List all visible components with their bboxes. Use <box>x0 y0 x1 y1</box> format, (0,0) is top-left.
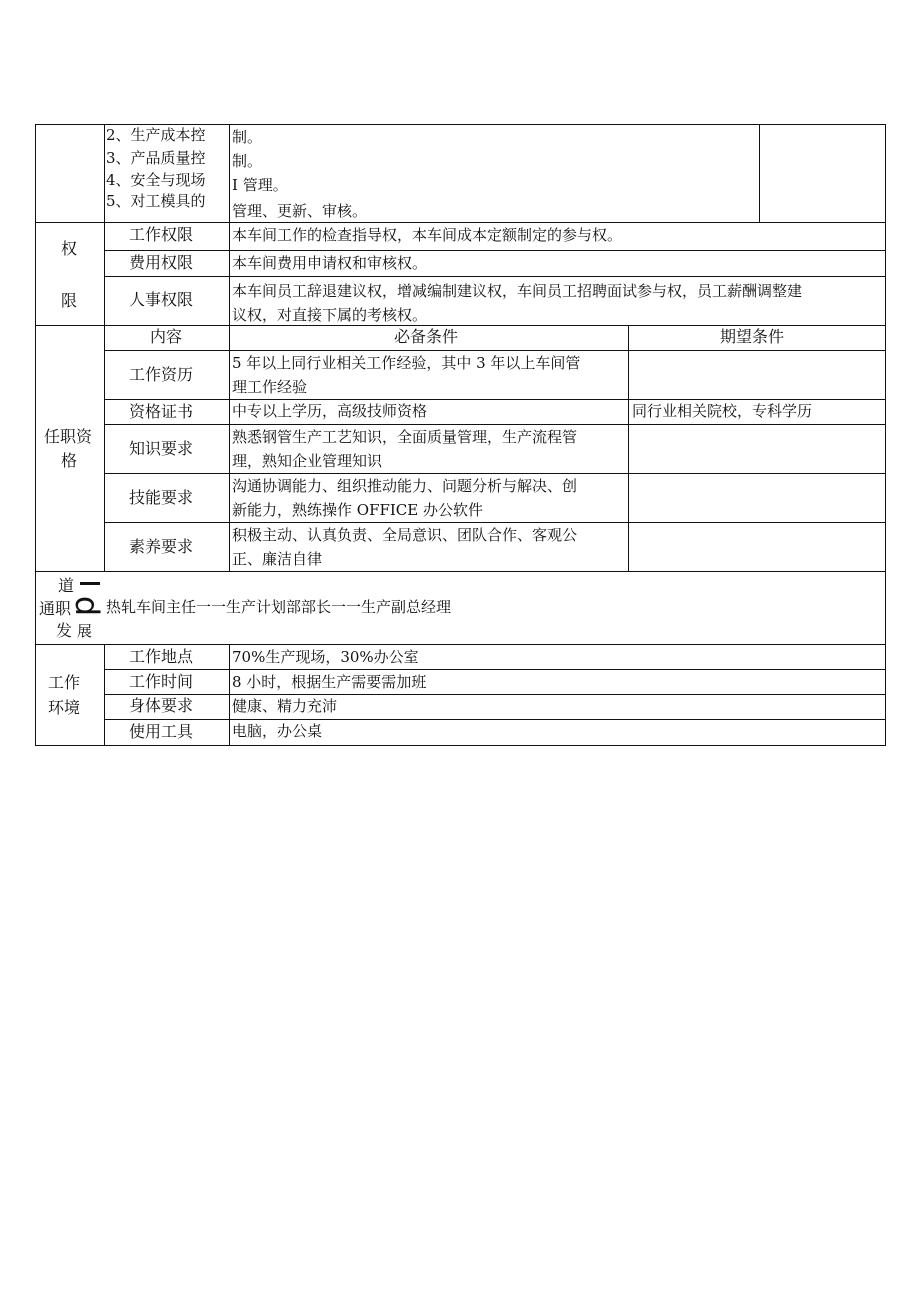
table-line <box>229 325 230 571</box>
table-line <box>35 571 886 572</box>
table-line <box>628 325 629 571</box>
qualification-row-name: 工作资历 <box>129 365 194 384</box>
table-line <box>104 719 886 720</box>
table-line <box>104 350 886 351</box>
qualifications-label: 任职资 <box>44 427 93 446</box>
career-glyph-bar <box>80 582 100 585</box>
environment-row-text: 电脑，办公桌 <box>232 722 323 740</box>
career-label: 通职 <box>39 599 72 618</box>
qualification-required: 正、廉洁自律 <box>232 550 323 568</box>
responsibility-detail: 制。 <box>232 128 263 146</box>
qualification-expected: 同行业相关院校，专科学历 <box>632 402 813 420</box>
environment-row-name: 使用工具 <box>129 722 194 741</box>
table-line <box>229 222 230 325</box>
table-line <box>104 250 886 251</box>
table-line <box>104 522 886 523</box>
qualification-required: 熟悉钢管生产工艺知识，全面质量管理，生产流程管 <box>232 428 578 446</box>
qualification-row-name: 知识要求 <box>129 439 194 458</box>
table-line <box>104 644 105 746</box>
qualification-required: 新能力，熟练操作 OFFICE 办公软件 <box>232 501 484 519</box>
career-glyph: d <box>68 595 107 617</box>
authority-label-top: 权 <box>61 239 78 258</box>
table-line <box>104 276 886 277</box>
qualifications-label: 格 <box>61 451 78 470</box>
table-line <box>104 124 105 571</box>
environment-row-text: 70%生产现场，30%办公室 <box>232 648 419 666</box>
header-content: 内容 <box>150 327 183 346</box>
authority-row-text: 本车间费用申请权和审核权。 <box>232 254 428 272</box>
authority-row-name: 费用权限 <box>129 253 194 272</box>
environment-row-text: 8 小时，根据生产需要需加班 <box>232 673 427 691</box>
responsibility-detail: 管理、更新、审核。 <box>232 202 368 220</box>
environment-row-name: 工作时间 <box>129 672 194 691</box>
environment-label: 工作 <box>48 673 81 692</box>
qualification-row-name: 资格证书 <box>129 402 194 421</box>
environment-row-name: 工作地点 <box>129 647 194 666</box>
qualification-required: 5 年以上同行业相关工作经验，其中 3 年以上车间管 <box>232 354 581 372</box>
table-line <box>35 325 886 326</box>
table-line <box>104 669 886 670</box>
authority-row-text: 议权，对直接下属的考核权。 <box>232 306 428 324</box>
career-path-text: 热轧车间主任一一生产计划部部长一一生产副总经理 <box>106 598 452 616</box>
table-line <box>229 124 230 222</box>
qualification-required: 中专以上学历，高级技师资格 <box>232 402 428 420</box>
table-line <box>885 124 886 746</box>
table-line <box>35 124 36 746</box>
table-line <box>35 745 886 746</box>
table-line <box>35 222 886 223</box>
header-expected: 期望条件 <box>720 327 785 346</box>
environment-row-name: 身体要求 <box>129 696 194 715</box>
qualification-required: 积极主动、认真负责、全局意识、团队合作、客观公 <box>232 526 578 544</box>
responsibility-item: 5、对工模具的 <box>106 192 206 210</box>
career-label: 道 <box>58 576 75 595</box>
table-line <box>35 644 886 645</box>
qualification-row-name: 技能要求 <box>129 488 194 507</box>
authority-row-text: 本车间工作的检查指导权，本车间成本定额制定的参与权。 <box>232 226 623 244</box>
responsibility-detail: 制。 <box>232 152 263 170</box>
qualification-required: 理工作经验 <box>232 378 308 396</box>
responsibility-detail: I 管理。 <box>232 176 288 194</box>
environment-label: 环境 <box>48 698 81 717</box>
responsibility-item: 4、安全与现场 <box>106 171 206 189</box>
qualification-required: 理，熟知企业管理知识 <box>232 452 383 470</box>
qualification-row-name: 素养要求 <box>129 537 194 556</box>
table-line <box>229 644 230 746</box>
career-label: 展 <box>77 622 93 640</box>
responsibility-item: 2、生产成本控 <box>106 126 206 144</box>
authority-label-bottom: 限 <box>61 291 78 310</box>
header-required: 必备条件 <box>394 327 459 346</box>
authority-row-name: 工作权限 <box>129 225 194 244</box>
table-line <box>104 424 886 425</box>
table-line <box>104 399 886 400</box>
environment-row-text: 健康、精力充沛 <box>232 697 338 715</box>
table-line <box>759 124 760 222</box>
qualification-required: 沟通协调能力、组织推动能力、问题分析与解决、创 <box>232 477 578 495</box>
career-label: 发 <box>56 621 73 640</box>
authority-row-name: 人事权限 <box>129 290 194 309</box>
responsibility-item: 3、产品质量控 <box>106 149 206 167</box>
table-line <box>104 694 886 695</box>
authority-row-text: 本车间员工辞退建议权，增减编制建议权，车间员工招聘面试参与权，员工薪酬调整建 <box>232 282 803 300</box>
table-line <box>104 473 886 474</box>
